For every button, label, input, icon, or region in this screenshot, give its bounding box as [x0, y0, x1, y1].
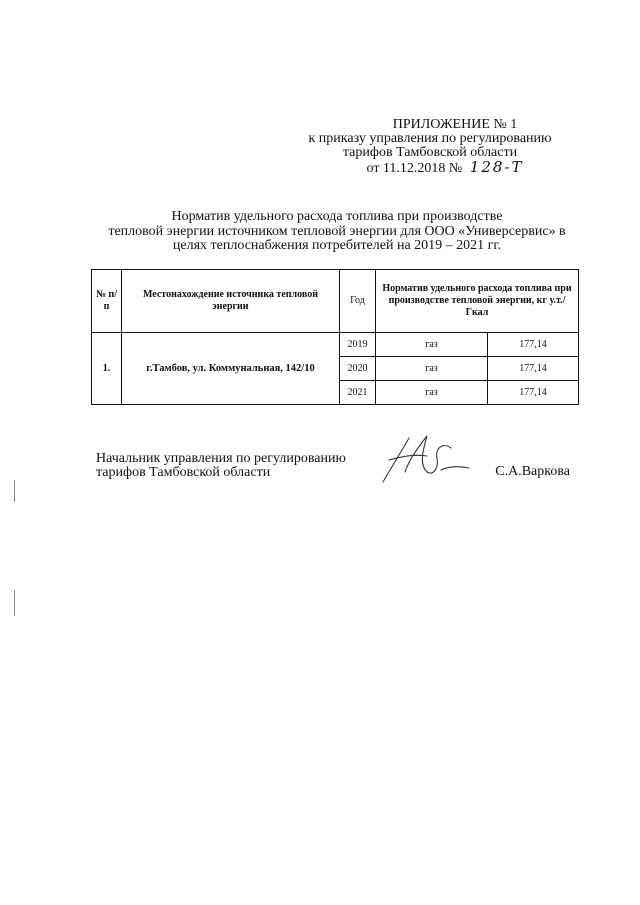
cell-year: 2019 — [340, 333, 376, 357]
position-line-2: тарифов Тамбовской области — [96, 464, 271, 480]
appendix-line-2: тарифов Тамбовской области — [342, 145, 518, 160]
order-number-handwritten: 128-Т — [469, 158, 524, 176]
header-year: Год — [340, 270, 376, 333]
cell-fuel: газ — [376, 381, 488, 405]
page-edge-mark — [14, 480, 15, 502]
cell-value: 177,14 — [488, 333, 579, 357]
cell-value: 177,14 — [488, 357, 579, 381]
table-row — [92, 333, 579, 357]
header-norm: Норматив удельного расхода топлива при производстве тепловой энергии, кг у.т./Гкал — [376, 270, 579, 333]
cell-fuel: газ — [376, 333, 488, 357]
cell-index: 1. — [92, 333, 122, 405]
signer-position — [96, 452, 346, 479]
signer-name: С.А.Варкова — [495, 464, 570, 479]
header-num: № п/п — [92, 270, 122, 333]
appendix-line-1: к приказу управления по регулированию — [308, 131, 552, 146]
cell-fuel: газ — [376, 357, 488, 381]
cell-year: 2021 — [340, 381, 376, 405]
position-line-1: Начальник управления по регулированию — [96, 451, 346, 466]
title-line-3: целях теплоснабжения потребителей на 2019 – 2021 гг. — [172, 238, 502, 253]
appendix-heading: ПРИЛОЖЕНИЕ № 1 — [392, 117, 518, 132]
appendix-date-line — [280, 160, 580, 176]
page-edge-mark — [14, 590, 15, 616]
table-header-row — [92, 270, 579, 333]
cell-location: г.Тамбов, ул. Коммунальная, 142/10 — [122, 333, 340, 405]
header-location: Местонахождение источника тепловой энергии — [122, 270, 340, 333]
handwritten-signature — [375, 432, 475, 488]
title-line-1: Норматив удельного расхода топлива при производстве — [171, 209, 503, 224]
cell-year: 2020 — [340, 357, 376, 381]
appendix-block — [280, 118, 580, 176]
appendix-date: от 11.12.2018 № — [366, 161, 463, 176]
cell-value: 177,14 — [488, 381, 579, 405]
document-title — [92, 210, 582, 254]
title-line-2: тепловой энергии источником тепловой энергии для ООО «Универсервис» в — [108, 223, 566, 239]
norm-table — [91, 269, 579, 405]
